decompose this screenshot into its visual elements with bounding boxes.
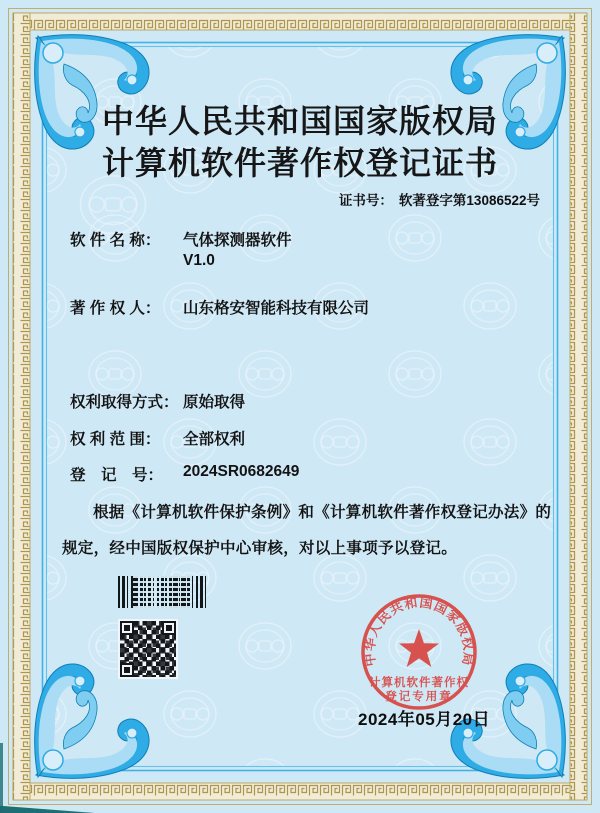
field-value: 气体探测器软件	[183, 232, 292, 249]
field-label-spacer	[70, 252, 183, 270]
barcode-2d-section	[133, 576, 190, 608]
field-label: 软 件 名 称：	[70, 232, 161, 249]
qr-finder-bottom-left	[120, 663, 134, 677]
certificate-number-label: 证书号：	[338, 193, 393, 208]
field-registration-number	[70, 463, 299, 485]
field-value: 原始取得	[183, 394, 246, 411]
barcode	[118, 576, 208, 608]
registration-date: 2024年05月20日	[358, 710, 491, 729]
field-value: 山东格安智能科技有限公司	[183, 300, 370, 317]
field-label: 著 作 权 人：	[70, 300, 161, 317]
qr-finder-top-right	[162, 621, 176, 635]
certificate-number	[339, 189, 540, 209]
certificate-title: 计算机软件著作权登记证书	[101, 145, 498, 181]
field-copyright-owner	[70, 296, 369, 318]
certificate-number-value: 软著登字第13086522号	[398, 193, 540, 208]
authority-title: 中华人民共和国国家版权局	[101, 103, 498, 139]
qr-finder-top-left	[120, 621, 134, 635]
seal-text-line2: 登记专用章	[385, 691, 453, 703]
qr-code	[118, 619, 178, 679]
field-rights-scope	[70, 427, 245, 449]
field-value: 2024SR0682649	[183, 463, 300, 480]
field-value: V1.0	[183, 252, 215, 269]
field-label: 权 利 范 围：	[70, 431, 161, 448]
field-software-version	[70, 252, 215, 270]
field-rights-acquisition	[70, 390, 245, 412]
seal-text-line1: 计算机软件著作权	[369, 677, 469, 689]
field-label: 登 记 号：	[70, 467, 164, 484]
field-label: 权利取得方式：	[70, 394, 179, 411]
seal-arc-text: 中华人民共和国国家版权局	[361, 594, 477, 668]
photo-edge-artifact-side	[0, 743, 3, 813]
registration-statement-line2: 规定，经中国版权保护中心审核，对以上事项予以登记。	[62, 540, 458, 557]
field-software-name	[70, 228, 292, 250]
registration-statement-line1: 根据《计算机软件保护条例》和《计算机软件著作权登记办法》的	[93, 504, 552, 521]
field-value: 全部权利	[183, 431, 246, 448]
